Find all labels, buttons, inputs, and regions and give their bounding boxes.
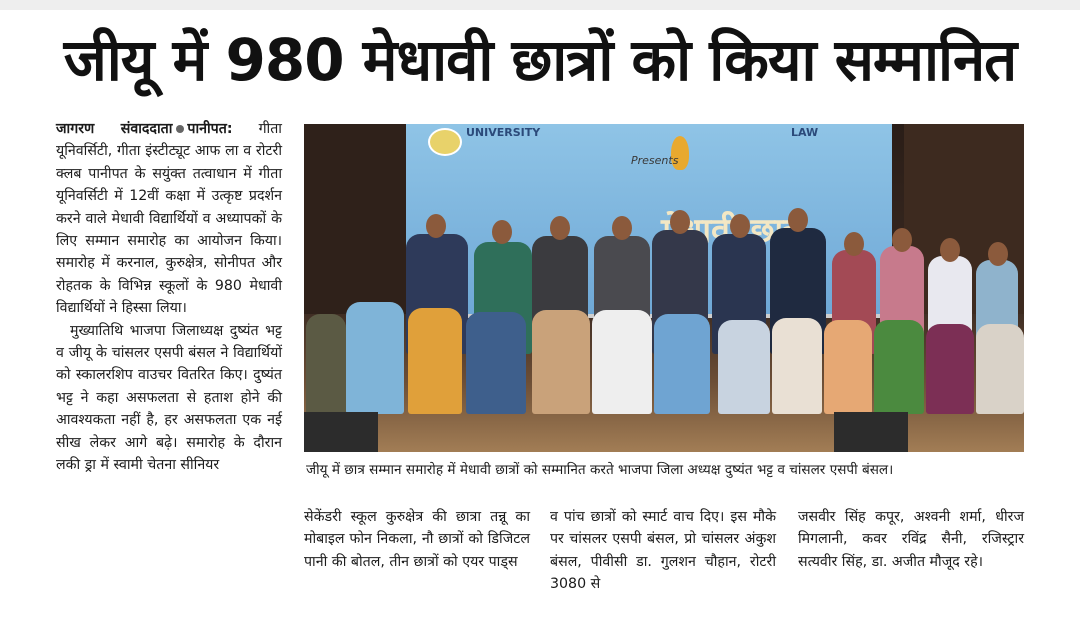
person-seated bbox=[346, 302, 404, 414]
stage-speaker-left bbox=[304, 412, 378, 452]
person-head bbox=[492, 220, 512, 244]
person-head bbox=[988, 242, 1008, 266]
banner-left-text: UNIVERSITY bbox=[466, 126, 541, 139]
person-head bbox=[550, 216, 570, 240]
person-seated bbox=[926, 324, 974, 414]
screen-presents-text: Presents bbox=[631, 154, 679, 167]
person-seated bbox=[408, 308, 462, 414]
person-seated bbox=[532, 310, 590, 414]
university-logo-icon bbox=[428, 128, 462, 156]
article-column-2: सेकेंडरी स्कूल कुरुक्षेत्र की छात्रा तन्नू का मोबाइल फोन निकला, नौ छात्रों को डिजिटल पानी की बोतल, तीन छात्रों को एयर पाड्स bbox=[304, 509, 530, 570]
paragraph-2: मुख्यातिथि भाजपा जिलाध्यक्ष दुष्यंत भट्ट व जीयू के चांसलर एसपी बंसल ने विद्यार्थियों को स्कालरशिप वाउचर वितरित किए। दुष्यंत भट्ट ने कहा असफलता से हताश होने की आवश्यकता नहीं है, हर असफलता एक नई सीख लेकर आगे बढ़े। समारोह के दौरान लकी ड्रा में स्वामी चेतना सीनियर bbox=[56, 322, 282, 474]
person-seated bbox=[874, 320, 924, 414]
person-seated bbox=[306, 314, 346, 414]
person-head bbox=[940, 238, 960, 262]
stage-speaker-right bbox=[834, 412, 908, 452]
person-head bbox=[844, 232, 864, 256]
event-photo bbox=[304, 124, 1024, 452]
paragraph-1-text: गीता यूनिवर्सिटी, गीता इंस्टीट्यूट आफ ला व रोटरी क्लब पानीपत के सयुंक्त तत्वाधान में गीता यूनिवर्सिटी में 12वीं कक्षा में उत्कृष्ट प्रदर्शन करने वाले मेधावी विद्यार्थियों व अध्यापकों के लिए सम्मान समारोह का आयोजन किया। समारोह में करनाल, कुरुक्षेत्र, सोनीपत और रोहतक के विभिन्न स्कूलों के 980 मेधावी विद्यार्थियों ने हिस्सा लिया। bbox=[56, 121, 282, 317]
person-seated bbox=[772, 318, 822, 414]
article-column-1 bbox=[56, 118, 282, 594]
article-column-4: जसवीर सिंह कपूर, अश्वनी शर्मा, धीरज मिगलानी, कवर रविंद्र सैनी, रजिस्ट्रार सत्यवीर सिंह, डा. अजीत मौजूद रहे। bbox=[798, 509, 1024, 570]
paragraph-1 bbox=[56, 118, 282, 320]
photo-wall-left bbox=[304, 124, 406, 314]
person-head bbox=[730, 214, 750, 238]
byline-reporter: जागरण संवाददाता bbox=[56, 121, 173, 137]
person-head bbox=[426, 214, 446, 238]
person-seated bbox=[824, 320, 872, 414]
bullet-dot bbox=[176, 125, 184, 133]
byline-place: पानीपत: bbox=[187, 121, 233, 137]
headline: जीयू में 980 मेधावी छात्रों को किया सम्मानित bbox=[63, 26, 1017, 94]
person-seated bbox=[466, 312, 526, 414]
person-head bbox=[612, 216, 632, 240]
person-seated bbox=[976, 324, 1024, 414]
person-seated bbox=[718, 320, 770, 414]
page-top-strip bbox=[0, 0, 1080, 10]
person-head bbox=[788, 208, 808, 232]
article-column-3: व पांच छात्रों को स्मार्ट वाच दिए। इस मौके पर चांसलर एसपी बंसल, प्रो चांसलर अंकुश बंसल, पीवीसी डा. गुलशन चौहान, रोटरी 3080 से bbox=[550, 509, 776, 593]
banner-right-text: LAW bbox=[791, 126, 819, 139]
person-seated bbox=[592, 310, 652, 414]
person-seated bbox=[654, 314, 710, 414]
person-head bbox=[670, 210, 690, 234]
photo-caption: जीयू में छात्र सम्मान समारोह में मेधावी छात्रों को सम्मानित करते भाजपा जिला अध्यक्ष दुष्यंत भट्ट व चांसलर एसपी बंसल। bbox=[306, 462, 894, 478]
person-head bbox=[892, 228, 912, 252]
